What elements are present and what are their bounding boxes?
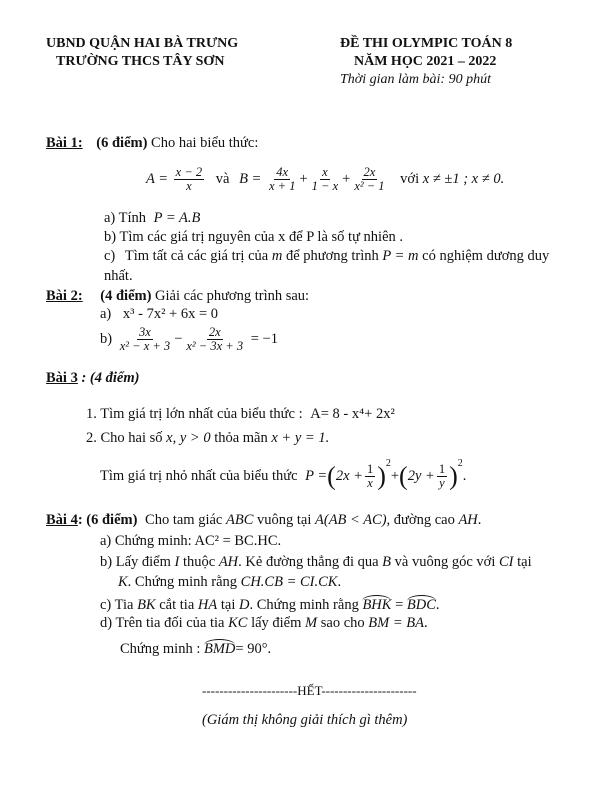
school-year: NĂM HỌC 2021 – 2022: [354, 54, 497, 69]
problem-2a: a) x³ - 7x² + 6x = 0: [100, 306, 219, 322]
exam-duration: Thời gian làm bài: 90 phút: [340, 72, 491, 87]
and-word: và: [215, 170, 230, 187]
problem-1-expressions: A = $\frac{x - 2}{x}$ và B = $\frac{4x}{x + 1}$ + $\frac{x}{1 - x}$ + $\frac{2x}{\text{x² − 1}}$ với x ≠ ±1 ; x ≠ 0.: [146, 165, 505, 194]
problem-4b: b) Lấy điểm I thuộc AH. Kẻ đường thẳng đi qua B và vuông góc với CI tại: [100, 554, 532, 570]
expr-b-label: B =: [239, 170, 262, 187]
problem-2-points: (4 điểm): [100, 288, 152, 304]
condition-prefix: với: [400, 170, 420, 187]
problem-3-2: 2. Cho hai số x, y > 0 thỏa mãn x + y = 1.: [86, 430, 330, 446]
problem-3-label: Bài 3: [46, 370, 78, 386]
problem-1a: a) Tính P = A.B: [104, 210, 201, 226]
problem-2b: b) $\frac{3x}{\text{x² − x + 3}}$ − $\frac{2x}{\text{x² − 3x + 3}}$ = −1: [100, 325, 278, 354]
problem-4-label: Bài 4: [46, 512, 78, 528]
problem-4b-cont: K. Chứng minh rằng CH.CB = CI.CK.: [118, 574, 342, 590]
problem-4d-prove: Chứng minh : BMD= 90°.: [120, 641, 272, 657]
condition: x ≠ ±1 ; x ≠ 0.: [422, 170, 505, 187]
problem-1-label: Bài 1:: [46, 135, 83, 151]
problem-3-heading: [46, 370, 139, 387]
problem-2-heading: [46, 288, 309, 305]
problem-1c-cont: nhất.: [104, 268, 133, 284]
fraction-2b2: $\frac{2x}{\text{x² − 3x + 3}}$: [186, 325, 244, 354]
fraction-a: $\frac{x - 2}{x}$: [175, 165, 203, 194]
problem-1-intro: Cho hai biểu thức:: [151, 135, 259, 151]
end-marker: ----------------------HẾT----------------------: [202, 683, 417, 698]
problem-1c: c) Tìm tất cả các giá trị của m để phương trình P = m có nghiệm dương duy: [104, 248, 550, 264]
problem-3-points: : (4 điểm): [81, 370, 140, 386]
problem-1-heading: [46, 135, 258, 152]
problem-4a: a) Chứng minh: AC² = BC.HC.: [100, 533, 282, 549]
fraction-2b1: $\frac{3x}{\text{x² − x + 3}}$: [119, 325, 171, 354]
problem-4d: d) Trên tia đối của tia KC lấy điểm M sao cho BM = BA.: [100, 615, 428, 631]
problem-2-intro: Giải các phương trình sau:: [155, 288, 310, 304]
school-name: TRƯỜNG THCS TÂY SƠN: [56, 54, 225, 69]
footer-note: (Giám thị không giải thích gì thêm): [202, 712, 408, 728]
fraction-b1: $\frac{4x}{x + 1}$: [268, 165, 296, 194]
problem-3-1: 1. Tìm giá trị lớn nhất của biểu thức : A= 8 - x⁴+ 2x²: [86, 406, 395, 422]
expr-a-label: A =: [146, 170, 169, 187]
problem-4-heading: Bài 4: (6 điểm) Cho tam giác ABC vuông tại A(AB < AC), đường cao AH.: [46, 512, 482, 528]
problem-4c: c) Tia BK cắt tia HA tại D. Chứng minh rằng BHK = BDC.: [100, 597, 440, 613]
problem-1-points: (6 điểm): [96, 135, 148, 151]
problem-2-label: Bài 2:: [46, 288, 83, 304]
problem-4-points: : (6 điểm): [77, 512, 138, 528]
problem-3-2b: Tìm giá trị nhỏ nhất của biểu thức P =(2x + $\frac{1}{x}$ )$^2$+(2y + $\frac{1}{y}$ )$^2$.: [100, 458, 467, 491]
fraction-b3: $\frac{2x}{\text{x² − 1}}$: [354, 165, 385, 194]
school-district: UBND QUẬN HAI BÀ TRƯNG: [46, 36, 239, 51]
problem-1b: b) Tìm các giá trị nguyên của x để P là số tự nhiên .: [104, 229, 404, 245]
fraction-b2: $\frac{x}{1 - x}$: [311, 165, 339, 194]
exam-title: ĐỀ THI OLYMPIC TOÁN 8: [340, 36, 513, 51]
